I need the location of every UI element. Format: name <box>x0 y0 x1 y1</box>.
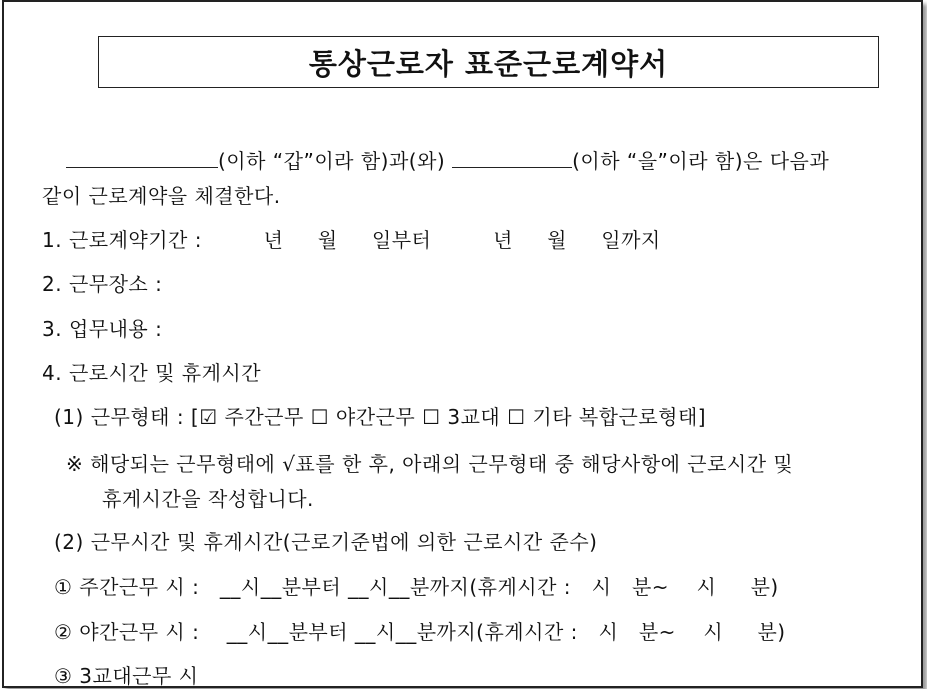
intro-line-1 <box>66 145 829 174</box>
work-type-line: (1) 근무형태 : [☑ 주간근무 ☐ 야간근무 ☐ 3교대 ☐ 기타 복합근로형태] <box>54 405 707 429</box>
work-place: 2. 근무장소 : <box>42 272 163 296</box>
note-line-2: 휴게시간을 작성합니다. <box>102 487 314 511</box>
document-title: 통상근로자 표준근로계약서 <box>308 46 669 81</box>
job-description: 3. 업무내용 : <box>42 317 163 341</box>
night-shift-line: ② 야간근무 시 : __시__분부터 __시__분까지(휴게시간 : 시 분~ 시 분) <box>54 620 786 644</box>
intro-text-1: (이하 “갑”이라 함)과(와) <box>218 149 453 173</box>
employer-blank[interactable] <box>66 149 218 168</box>
three-shift-line: ③ 3교대근무 시 <box>54 664 199 688</box>
day-shift-line: ① 주간근무 시 : __시__분부터 __시__분까지(휴게시간 : 시 분~ 시 분) <box>54 575 779 599</box>
contract-period: 1. 근로계약기간 : 년 월 일부터 년 월 일까지 <box>42 228 661 252</box>
title-box <box>98 36 879 88</box>
hours-heading: (2) 근무시간 및 휴게시간(근로기준법에 의한 근로시간 준수) <box>54 530 598 554</box>
intro-line-2: 같이 근로계약을 체결한다. <box>42 184 281 208</box>
note-line-1: ※ 해당되는 근무형태에 √표를 한 후, 아래의 근무형태 중 해당사항에 근로시간 및 <box>66 452 794 476</box>
employee-blank[interactable] <box>452 149 572 168</box>
contract-document <box>2 0 923 688</box>
intro-text-2: (이하 “을”이라 함)은 다음과 <box>572 149 830 173</box>
work-hours-heading: 4. 근로시간 및 휴게시간 <box>42 361 262 385</box>
